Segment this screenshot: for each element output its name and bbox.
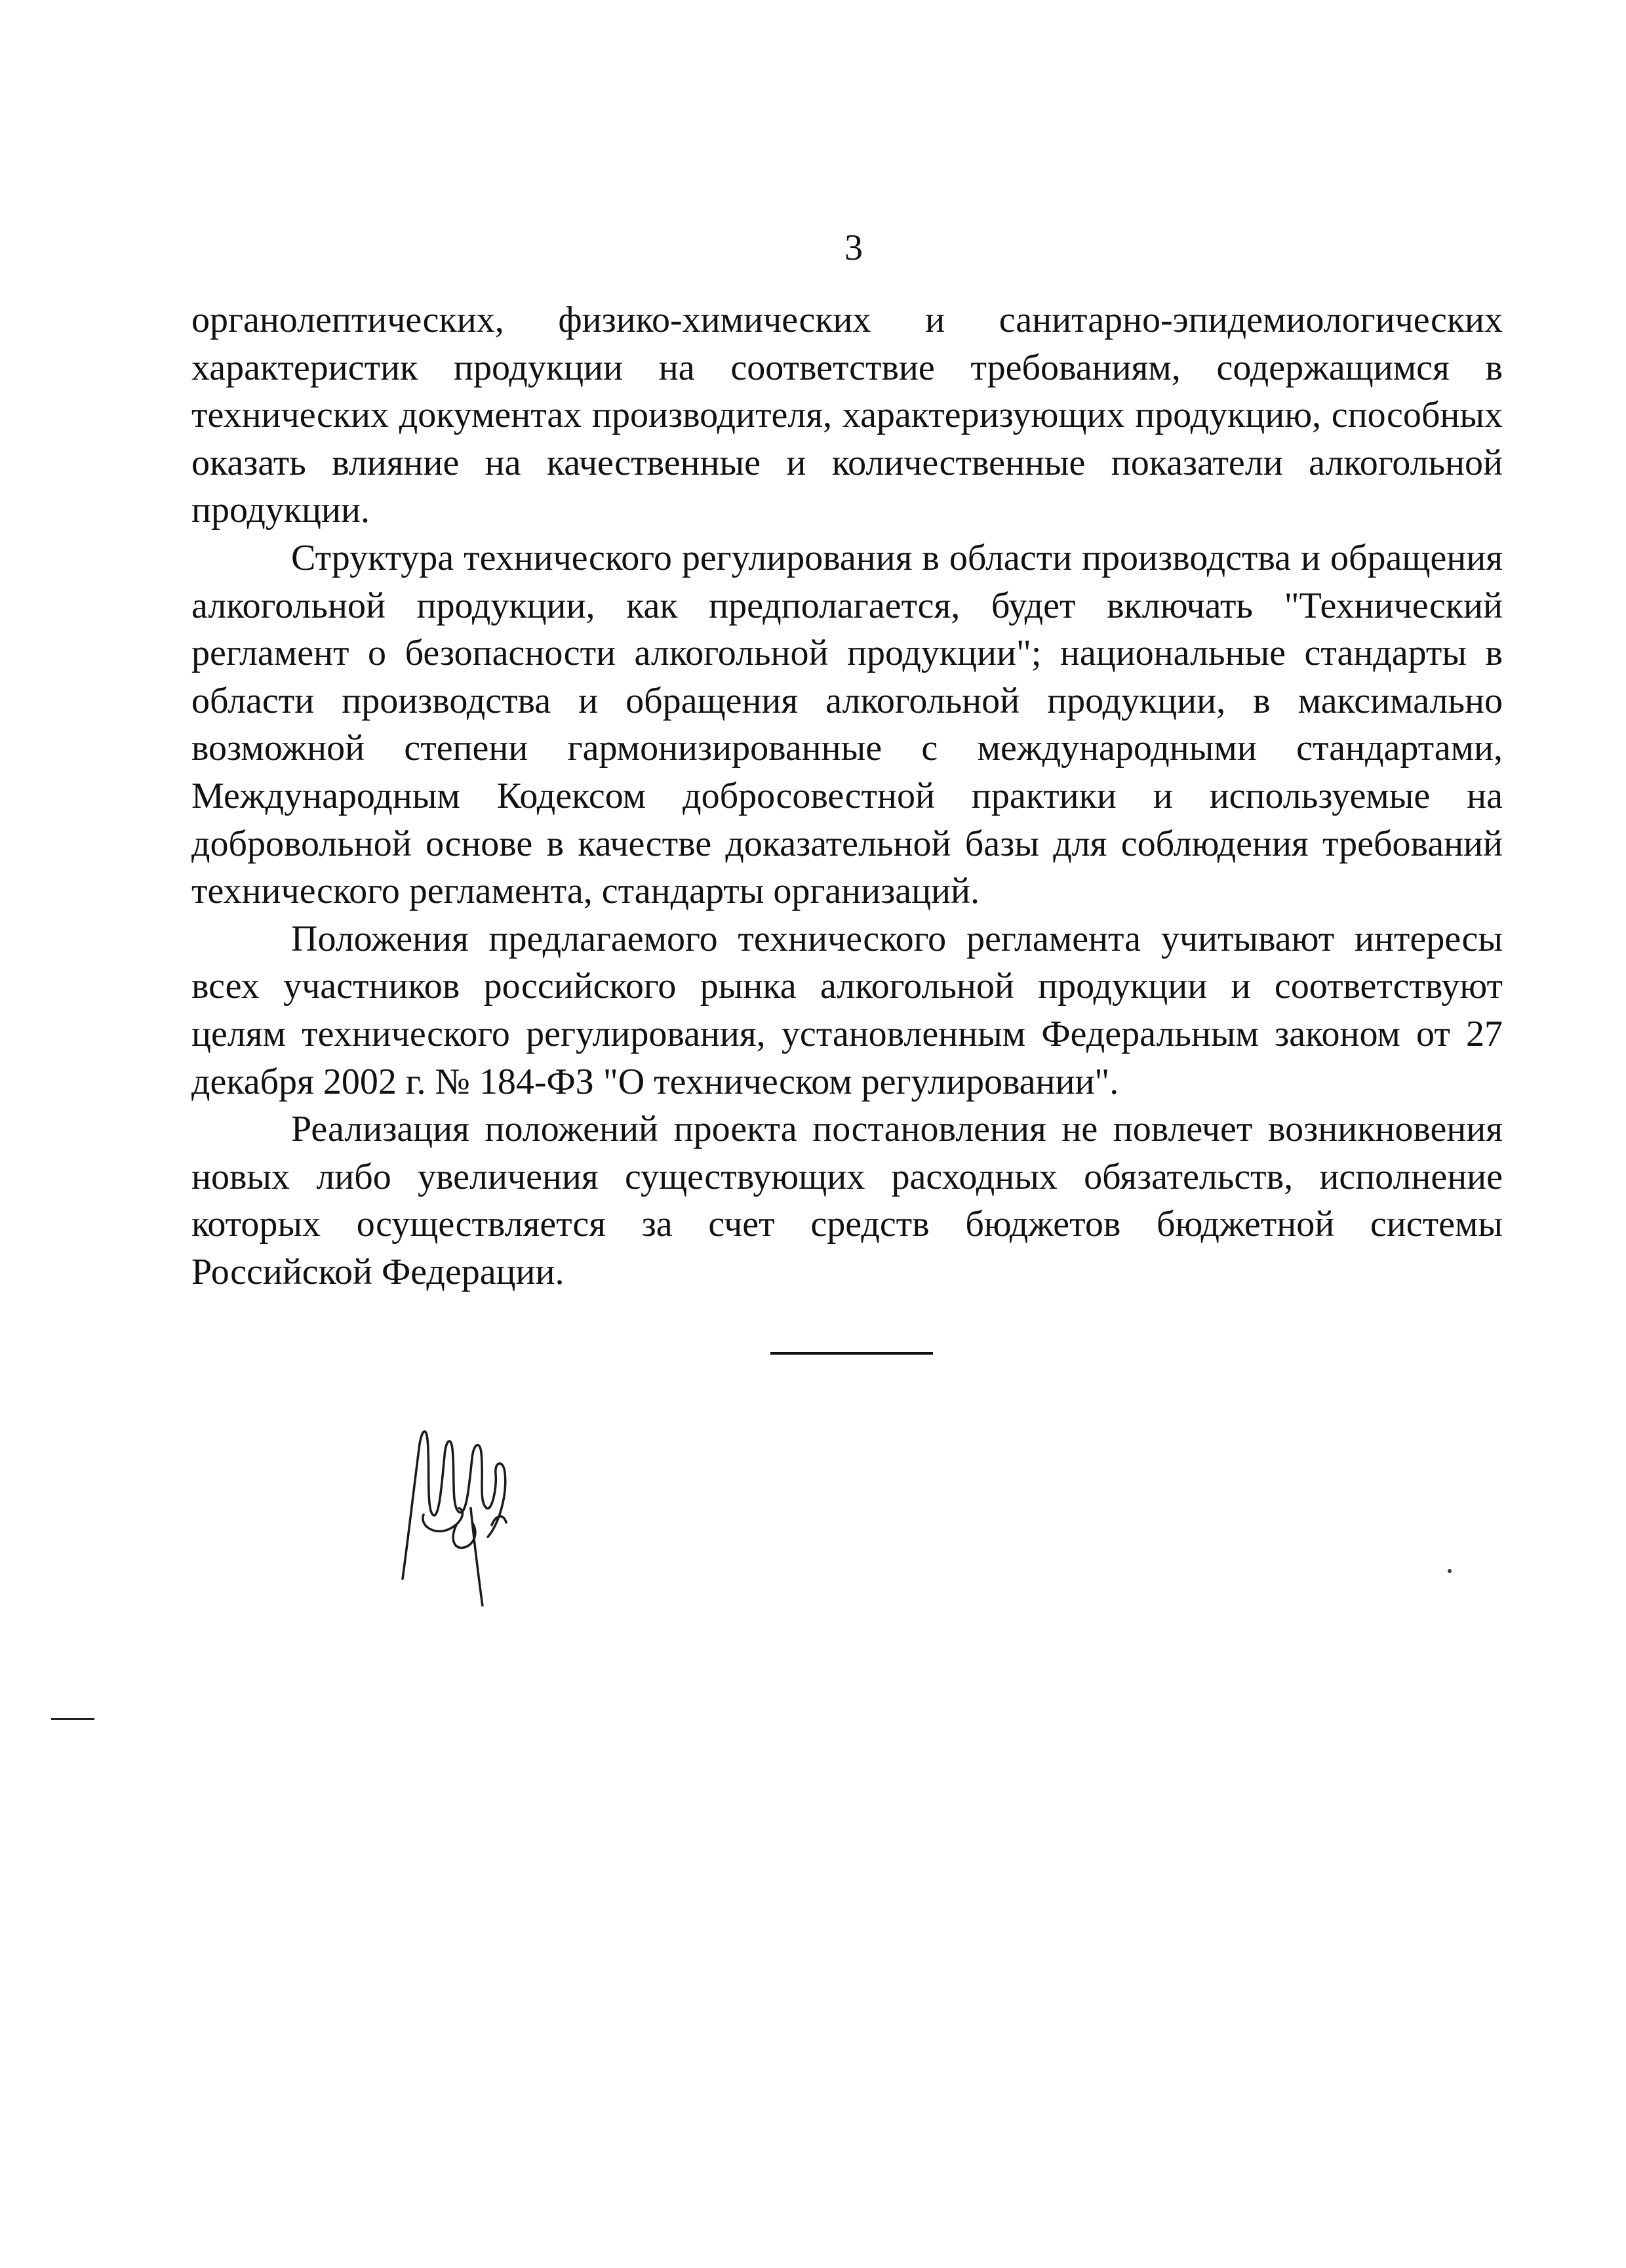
page-number: 3 [844, 228, 863, 268]
document-body [191, 296, 1503, 1296]
stray-dot-mark [1448, 1569, 1452, 1573]
paragraph-implementation: Реализация положений проекта постановления не повлечет возникновения новых либо увеличения существующих расходных обязательств, исполнение которых осуществляется за счет средств бюджетов бюджетной системы Российской Федерации. [191, 1109, 1503, 1292]
paragraph-structure: Структура технического регулирования в области производства и обращения алкогольной продукции, как предполагается, будет включать "Технический регламент о безопасности алкогольной продукции"; национальные стандарты в области производства и обращения алкогольной продукции, в максимально возможной степени гармонизированные с международными стандартами, Международным Кодексом добросовестной практики и используемые на добровольной основе в качестве доказательной базы для соблюдения требований технического регламента, стандарты организаций. [191, 537, 1503, 912]
paragraph-continuation: органолептических, физико-химических и санитарно-эпидемиологических характеристик продукции на соответствие требованиям, содержащимся в технических документах производителя, характеризующих продукцию, способных оказать влияние на качественные и количественные показатели алкогольной продукции. [191, 300, 1503, 531]
signature-icon [393, 1410, 538, 1606]
margin-dash-mark [51, 1718, 94, 1720]
end-separator-line [770, 1352, 933, 1355]
paragraph-provisions: Положения предлагаемого технического регламента учитывают интересы всех участников российского рынка алкогольной продукции и соответствуют целям технического регулирования, установленным Федеральным законом от 27 декабря 2002 г. № 184-ФЗ "О техническом регулировании". [191, 918, 1503, 1102]
